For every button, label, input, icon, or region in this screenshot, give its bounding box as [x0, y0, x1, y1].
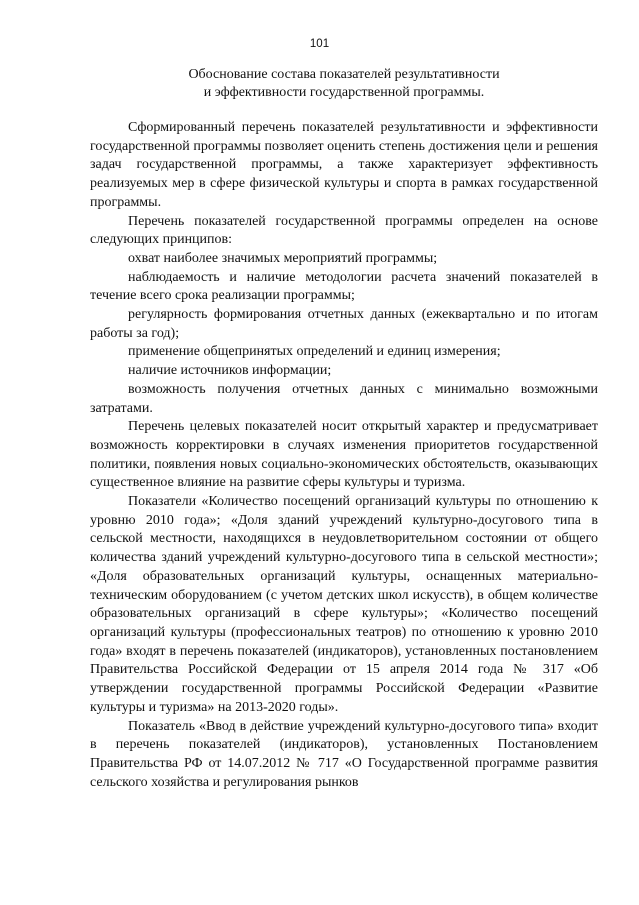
document-body: [90, 119, 598, 792]
page-number: 101: [309, 38, 330, 50]
principle-item: применение общепринятых определений и единиц измерения;: [128, 344, 501, 360]
paragraph-indicators: Показатели «Количество посещений организаций культуры по отношению к уровню 2010 года»; «Доля зданий учреждений культурно-досугового типа в сельской местности, находящихся в неудовлетворительном состоянии от общего количества зданий учреждений культурно-досугового типа в сельской местности»; «Доля образовательных организаций культуры, оснащенных материально-техническим оборудованием (с учетом детских школ искусств), в общем количестве образовательных организаций в сфере культуры»; «Количество посещений организаций культуры (профессиональных театров) по отношению к уровню 2010 года» входят в перечень показателей (индикаторов), установленных постановлением Правительства Российской Федерации от 15 апреля 2014 года № 317 «Об утверждении государственной программы Российской Федерации «Развитие культуры и туризма» на 2013-2020 годы».: [90, 494, 598, 715]
section-title: [90, 66, 598, 102]
paragraph-open-list: Перечень целевых показателей носит открытый характер и предусматривает возможность корректировки в случаях изменения приоритетов государственной политики, появления новых социально-экономических обстоятельств, оказывающих существенное влияние на развитие сферы культуры и туризма.: [90, 419, 598, 491]
paragraph-commissioning: Показатель «Ввод в действие учреждений культурно-досугового типа» входит в перечень показателей (индикаторов), установленных Постановлением Правительства РФ от 14.07.2012 № 717 «О Государственной программе развития сельского хозяйства и регулирования рынков: [90, 718, 598, 790]
principle-item: наличие источников информации;: [128, 363, 332, 379]
paragraph-intro: Сформированный перечень показателей результативности и эффективности государственной программы позволяет оценить степень достижения цели и решения задач государственной программы, а также характеризует эффективность реализуемых мер в сфере физической культуры и спорта в рамках государственной программы.: [90, 120, 598, 210]
section-title-line-1: Обоснование состава показателей результативности: [188, 67, 500, 82]
section-title-line-2: и эффективности государственной программы.: [203, 85, 485, 100]
principle-item: охват наиболее значимых мероприятий программы;: [128, 250, 438, 266]
paragraph-principles: Перечень показателей государственной программы определен на основе следующих принципов:: [90, 213, 598, 248]
principle-item: наблюдаемость и наличие методологии расчета значений показателей в течение всего срока реализации программы;: [90, 269, 598, 304]
principle-item: возможность получения отчетных данных с минимально возможными затратами.: [90, 381, 598, 416]
principle-item: регулярность формирования отчетных данных (ежеквартально и по итогам работы за год);: [90, 307, 598, 341]
